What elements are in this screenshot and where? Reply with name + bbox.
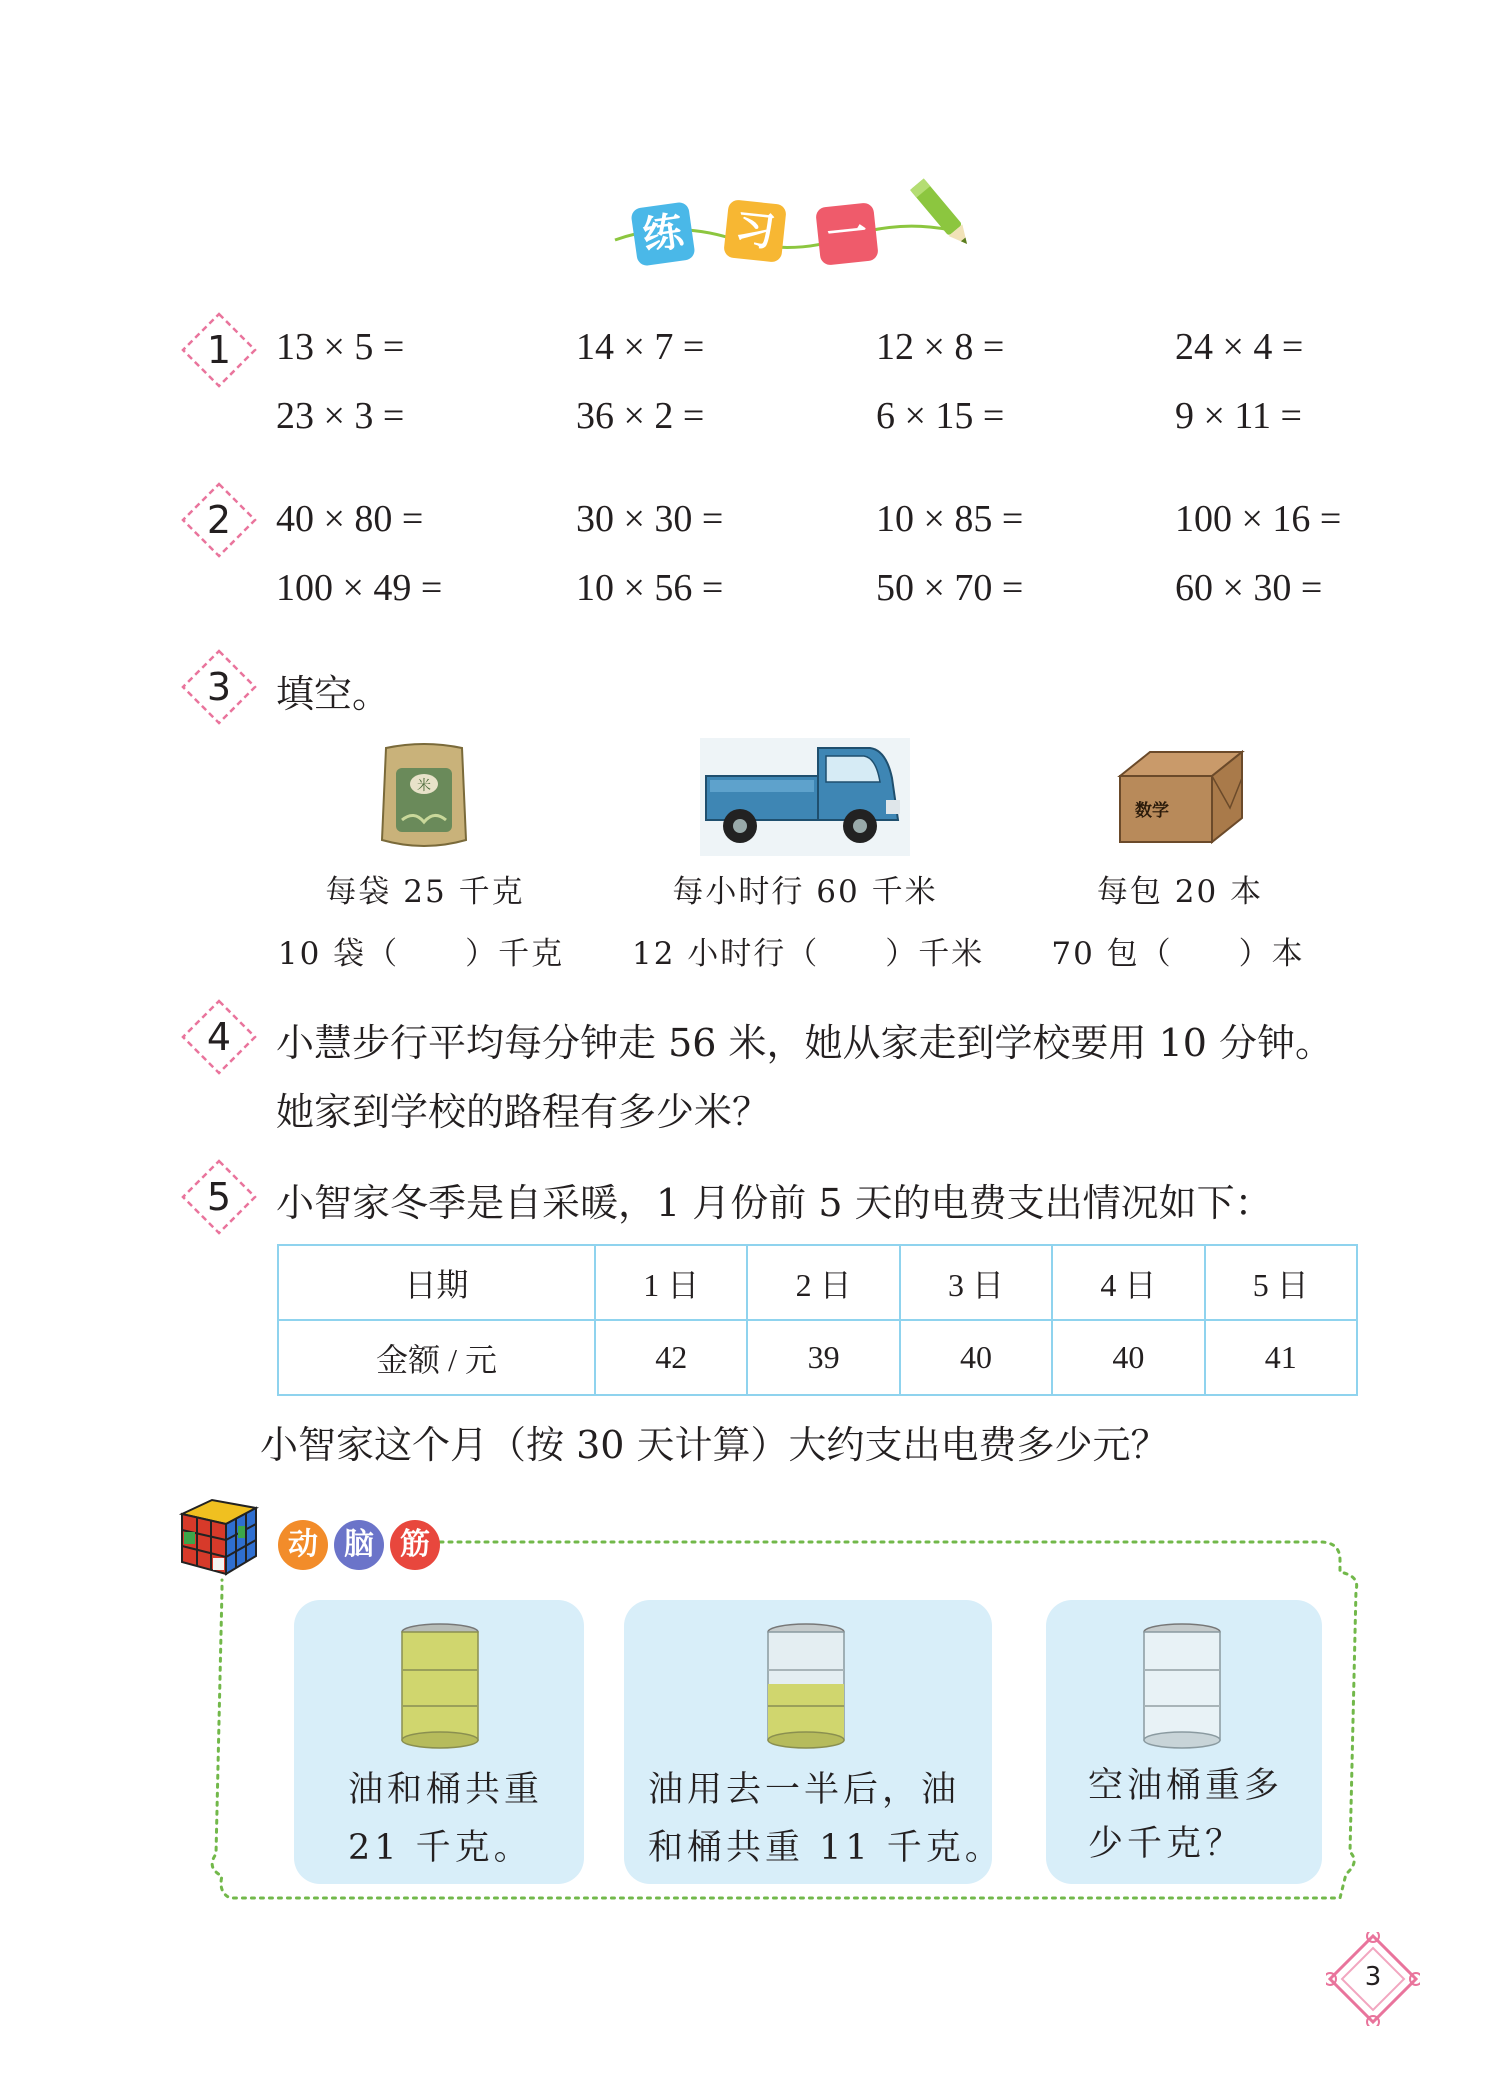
title-char-2: 习	[723, 199, 787, 263]
table-row	[278, 1245, 1357, 1320]
q2-expression: 10 × 85 =	[876, 498, 1024, 540]
question-5-number: 5	[206, 1175, 232, 1219]
q1-expression: 12 × 8 =	[876, 326, 1005, 368]
q2-expression: 100 × 16 =	[1175, 498, 1342, 540]
table-cell: 3 日	[900, 1245, 1052, 1320]
q1-expression: 23 × 3 =	[276, 395, 405, 437]
q1-expression: 13 × 5 =	[276, 326, 405, 368]
q1-expression: 9 × 11 =	[1175, 395, 1302, 437]
question-1-number: 1	[206, 328, 232, 372]
title-char-1: 练	[630, 201, 696, 267]
q3-instruction: 填空。	[276, 672, 391, 716]
rubik-cube-icon	[176, 1494, 262, 1580]
q2-expression: 30 × 30 =	[576, 498, 724, 540]
question-3-number: 3	[206, 665, 232, 709]
info-card-3	[1046, 1600, 1322, 1884]
q3-question: 12 小时行（ ）千米	[632, 936, 985, 972]
pencil-icon	[910, 178, 970, 249]
question-4-badge	[180, 998, 258, 1076]
table-cell: 39	[747, 1320, 899, 1395]
title-char-3: 一	[815, 202, 879, 266]
question-3-badge	[180, 648, 258, 726]
q4-line-2: 她家到学校的路程有多少米？	[276, 1090, 771, 1134]
question-1-badge	[180, 311, 258, 389]
brain-title-char-1: 动	[278, 1520, 328, 1570]
card-1-line-1: 油和桶共重	[348, 1770, 544, 1810]
table-cell: 日期	[278, 1245, 595, 1320]
bag-label: 米	[417, 778, 431, 794]
q3-caption: 每包 20 本	[1096, 874, 1264, 910]
table-row	[278, 1320, 1357, 1395]
q2-expression: 60 × 30 =	[1175, 567, 1323, 609]
q5-question: 小智家这个月（按 30 天计算）大约支出电费多少元？	[260, 1423, 1169, 1467]
book-box-image	[1112, 748, 1250, 848]
q1-expression: 14 × 7 =	[576, 326, 705, 368]
electricity-table	[277, 1244, 1358, 1396]
q1-expression: 24 × 4 =	[1175, 326, 1304, 368]
table-cell: 4 日	[1052, 1245, 1204, 1320]
card-3-line-1: 空油桶重多	[1088, 1766, 1284, 1806]
brain-title-char-3: 筋	[390, 1520, 440, 1570]
q2-expression: 40 × 80 =	[276, 498, 424, 540]
q2-expression: 50 × 70 =	[876, 567, 1024, 609]
half-oil-barrel-image	[764, 1622, 848, 1750]
q1-expression: 6 × 15 =	[876, 395, 1005, 437]
card-3-line-2: 少千克？	[1088, 1824, 1245, 1864]
empty-oil-barrel-image	[1140, 1622, 1224, 1750]
full-oil-barrel-image	[398, 1622, 482, 1750]
q3-question: 10 袋（ ）千克	[277, 936, 565, 972]
q5-intro: 小智家冬季是自采暖，1 月份前 5 天的电费支出情况如下：	[276, 1181, 1273, 1225]
q3-question: 70 包（ ）本	[1051, 936, 1305, 972]
rice-bag-image	[374, 740, 474, 856]
question-2-badge	[180, 481, 258, 559]
q2-expression: 10 × 56 =	[576, 567, 724, 609]
question-4-number: 4	[206, 1015, 232, 1059]
q1-expression: 36 × 2 =	[576, 395, 705, 437]
page-number: 3	[1364, 1962, 1382, 1992]
box-label: 数学	[1135, 801, 1169, 821]
info-card-2	[624, 1600, 1004, 1884]
table-cell: 5 日	[1205, 1245, 1357, 1320]
q3-caption: 每袋 25 千克	[325, 874, 525, 910]
card-2-line-2: 和桶共重 11 千克。	[648, 1828, 1004, 1868]
question-5-badge	[180, 1158, 258, 1236]
card-1-line-2: 21 千克。	[348, 1828, 533, 1868]
table-cell: 41	[1205, 1320, 1357, 1395]
brain-title-char-2: 脑	[334, 1520, 384, 1570]
truck-image	[700, 738, 910, 856]
table-cell: 40	[900, 1320, 1052, 1395]
q3-caption: 每小时行 60 千米	[672, 874, 938, 910]
q4-line-1: 小慧步行平均每分钟走 56 米，她从家走到学校要用 10 分钟。	[276, 1021, 1334, 1065]
info-card-1	[294, 1600, 584, 1884]
table-cell: 2 日	[747, 1245, 899, 1320]
table-cell: 40	[1052, 1320, 1204, 1395]
question-2-number: 2	[206, 498, 232, 542]
q2-expression: 100 × 49 =	[276, 567, 443, 609]
table-cell: 1 日	[595, 1245, 747, 1320]
card-2-line-1: 油用去一半后，油	[648, 1770, 961, 1810]
table-cell: 金额 / 元	[278, 1320, 595, 1395]
table-cell: 42	[595, 1320, 747, 1395]
